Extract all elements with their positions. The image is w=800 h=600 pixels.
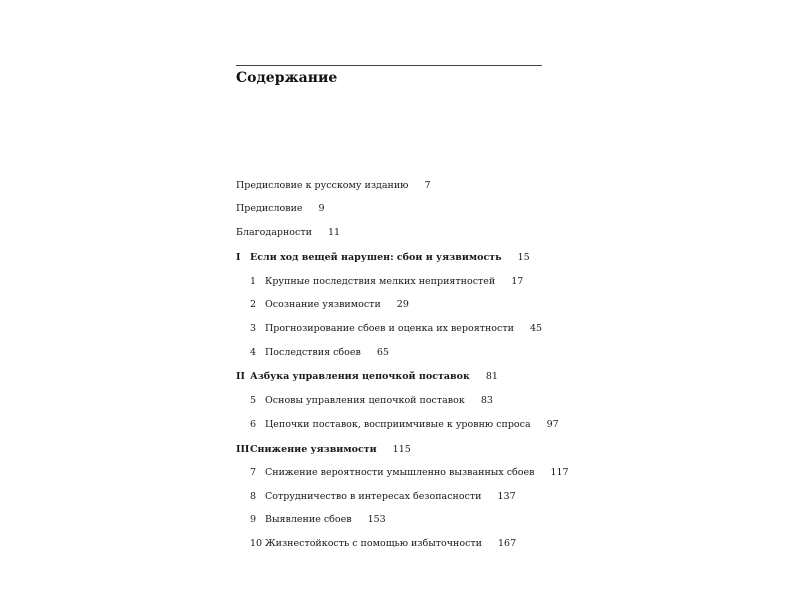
entry-label: Предисловие xyxy=(236,203,303,214)
chapter-number: 8 xyxy=(250,491,257,502)
entry-page: 65 xyxy=(376,347,389,358)
entry-page: 97 xyxy=(546,419,559,430)
part-title: Если ход вещей нарушен: сбои и уязвимость xyxy=(250,252,502,263)
chapter-title: Жизнестойкость с помощью избыточности xyxy=(265,538,482,549)
toc-entry xyxy=(236,202,325,216)
chapter-number: 4 xyxy=(250,347,257,358)
entry-label: Благодарности xyxy=(236,227,312,238)
entry-label: Предисловие к русскому изданию xyxy=(236,180,409,191)
chapter-number: 6 xyxy=(250,419,257,430)
part-number: I xyxy=(236,252,241,263)
entry-page: 11 xyxy=(327,227,341,238)
chapter-number: 1 xyxy=(250,276,257,287)
entry-page: 117 xyxy=(550,467,569,478)
entry-page: 137 xyxy=(497,491,516,502)
entry-page: 115 xyxy=(392,444,411,455)
chapter-title: Крупные последствия мелких неприятностей xyxy=(265,276,496,287)
toc-chapter-entry xyxy=(250,490,516,504)
toc-heading: Содержание xyxy=(236,70,338,86)
toc-part-entry xyxy=(236,251,530,265)
toc-chapter-entry xyxy=(250,346,389,360)
part-number: II xyxy=(236,371,245,382)
part-title: Азбука управления цепочкой поставок xyxy=(250,371,470,382)
toc-chapter-entry xyxy=(250,394,493,408)
entry-page: 83 xyxy=(480,395,493,406)
chapter-number: 2 xyxy=(250,299,257,310)
toc-chapter-entry xyxy=(250,298,409,312)
entry-page: 17 xyxy=(511,276,524,287)
part-title: Снижение уязвимости xyxy=(250,444,377,455)
toc-part-entry xyxy=(236,443,411,457)
chapter-number: 9 xyxy=(250,514,257,525)
chapter-number: 3 xyxy=(250,323,257,334)
chapter-title: Основы управления цепочкой поставок xyxy=(265,395,465,406)
entry-page: 15 xyxy=(517,252,530,263)
chapter-number: 10 xyxy=(250,538,263,549)
entry-page: 29 xyxy=(396,299,409,310)
toc-chapter-entry xyxy=(250,322,542,336)
entry-page: 81 xyxy=(485,371,498,382)
chapter-title: Осознание уязвимости xyxy=(265,299,381,310)
toc-entry xyxy=(236,179,431,193)
toc-chapter-entry xyxy=(250,513,386,527)
part-number: III xyxy=(236,444,250,455)
toc-part-entry xyxy=(236,370,498,384)
chapter-title: Цепочки поставок, восприимчивые к уровню спроса xyxy=(265,419,531,430)
toc-chapter-entry xyxy=(250,418,559,432)
chapter-title: Выявление сбоев xyxy=(265,514,352,525)
toc-chapter-entry xyxy=(250,275,523,289)
chapter-title: Сотрудничество в интересах безопасности xyxy=(265,491,482,502)
entry-page: 45 xyxy=(529,323,543,334)
toc-chapter-entry xyxy=(250,537,516,551)
chapter-title: Последствия сбоев xyxy=(265,347,361,358)
entry-page: 7 xyxy=(424,180,431,191)
chapter-title: Прогнозирование сбоев и оценка их вероятности xyxy=(265,323,514,334)
chapter-number: 7 xyxy=(250,467,257,478)
chapter-number: 5 xyxy=(250,395,257,406)
chapter-title: Снижение вероятности умышленно вызванных сбоев xyxy=(265,467,535,478)
entry-page: 167 xyxy=(498,538,517,549)
entry-page: 9 xyxy=(318,203,325,214)
entry-page: 153 xyxy=(367,514,386,525)
toc-chapter-entry xyxy=(250,466,569,480)
toc-entry xyxy=(236,226,340,240)
